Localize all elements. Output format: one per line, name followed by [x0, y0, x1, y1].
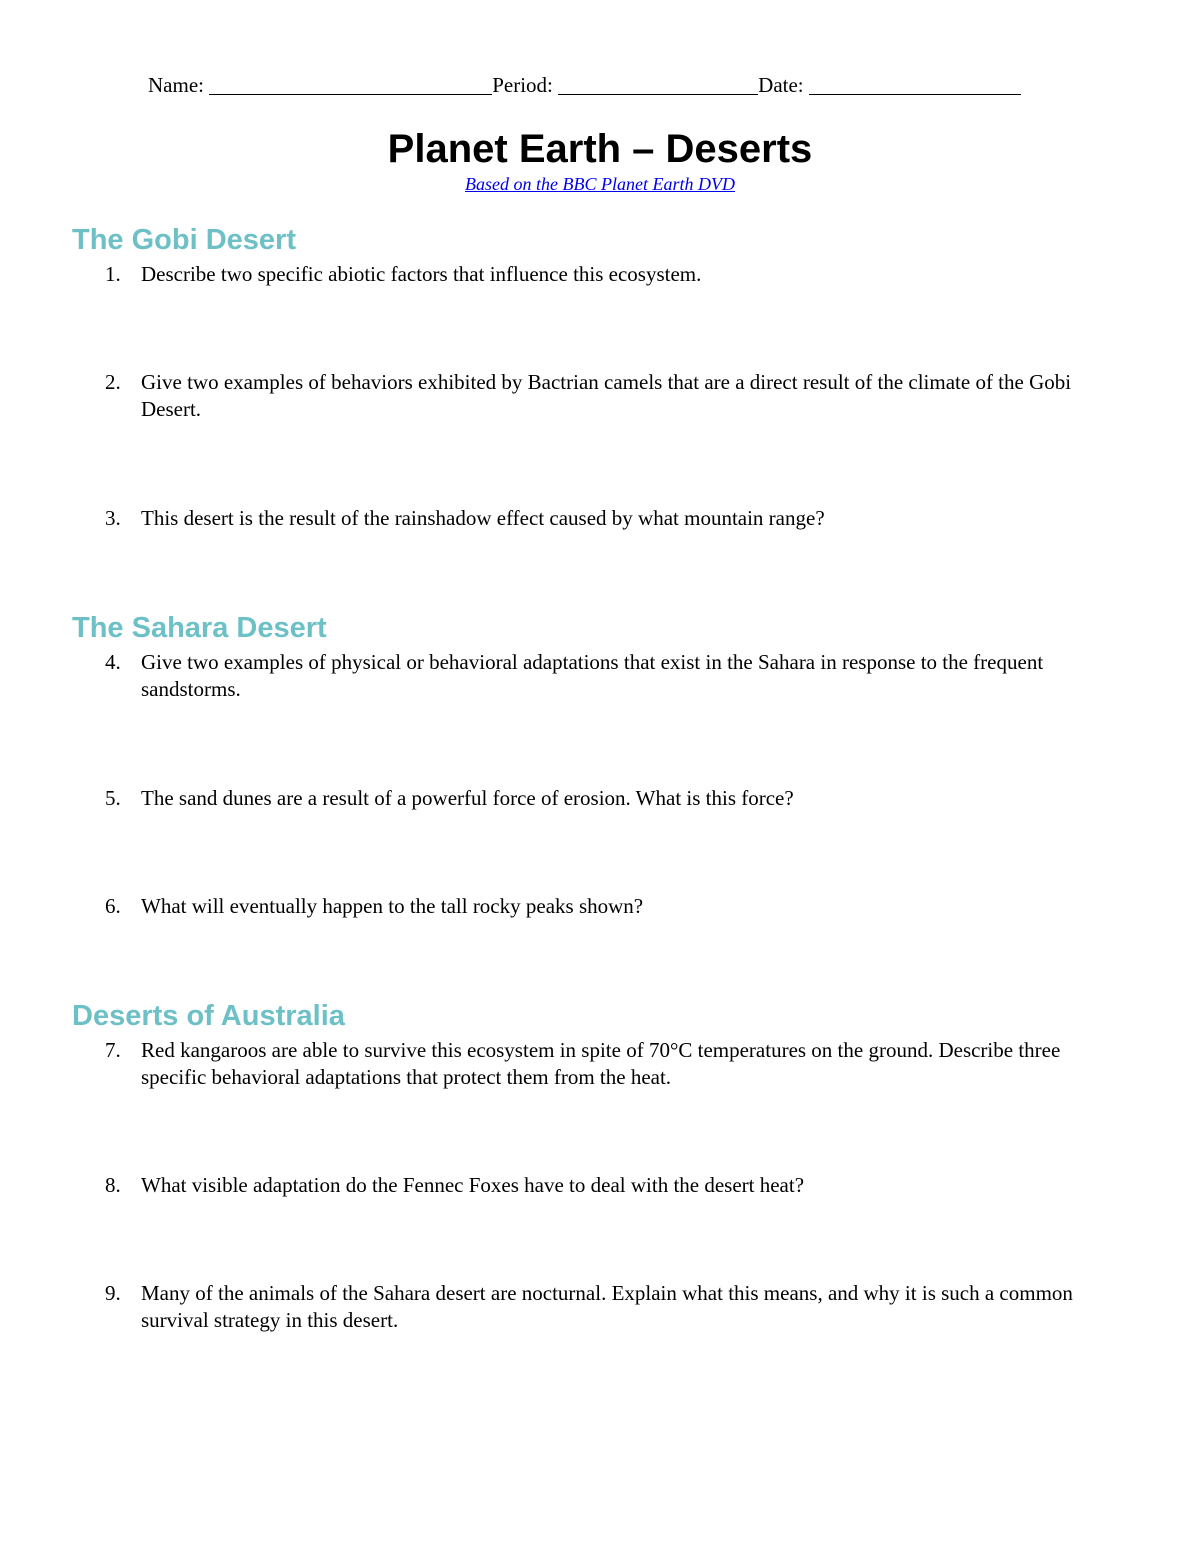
- question-item: [105, 785, 1125, 812]
- student-info-line: [148, 72, 1021, 98]
- question-number: 1.: [105, 262, 121, 286]
- question-item: [105, 261, 1125, 288]
- question-text: Many of the animals of the Sahara desert are nocturnal. Explain what this means, and why it is such a common survival strategy in this desert.: [141, 1281, 1073, 1332]
- question-text: Give two examples of physical or behavioral adaptations that exist in the Sahara in response to the frequent sandstorms.: [141, 650, 1044, 701]
- question-text: Red kangaroos are able to survive this ecosystem in spite of 70°C temperatures on the ground. Describe three specific behavioral adaptations that protect them from the heat.: [141, 1038, 1061, 1089]
- question-item: [105, 369, 1125, 423]
- question-number: 8.: [105, 1173, 121, 1197]
- question-number: 5.: [105, 786, 121, 810]
- question-number: 7.: [105, 1038, 121, 1062]
- section-heading-gobi: The Gobi Desert: [72, 224, 296, 256]
- name-label: Name:: [148, 73, 204, 97]
- question-item: [105, 1280, 1125, 1334]
- period-label: Period:: [492, 73, 553, 97]
- question-item: [105, 505, 1125, 532]
- date-blank[interactable]: [809, 72, 1021, 95]
- question-text: Describe two specific abiotic factors that influence this ecosystem.: [141, 262, 702, 286]
- question-number: 9.: [105, 1281, 121, 1305]
- period-blank[interactable]: [558, 72, 758, 95]
- question-text: Give two examples of behaviors exhibited by Bactrian camels that are a direct result of the climate of the Gobi Desert.: [141, 370, 1072, 421]
- question-text: What visible adaptation do the Fennec Foxes have to deal with the desert heat?: [141, 1173, 805, 1197]
- question-number: 2.: [105, 370, 121, 394]
- question-text: This desert is the result of the rainshadow effect caused by what mountain range?: [141, 506, 825, 530]
- page-title: Planet Earth – Deserts: [387, 127, 813, 171]
- section-heading-sahara: The Sahara Desert: [72, 612, 327, 644]
- name-blank[interactable]: [209, 72, 492, 95]
- question-item: [105, 649, 1125, 703]
- question-text: What will eventually happen to the tall rocky peaks shown?: [141, 894, 644, 918]
- question-text: The sand dunes are a result of a powerful force of erosion. What is this force?: [141, 786, 794, 810]
- question-number: 6.: [105, 894, 121, 918]
- question-number: 3.: [105, 506, 121, 530]
- section-heading-australia: Deserts of Australia: [72, 1000, 345, 1032]
- date-label: Date:: [758, 73, 804, 97]
- subtitle-link[interactable]: Based on the BBC Planet Earth DVD: [465, 174, 735, 194]
- question-item: [105, 1172, 1125, 1199]
- question-item: [105, 1037, 1125, 1091]
- question-number: 4.: [105, 650, 121, 674]
- question-item: [105, 893, 1125, 920]
